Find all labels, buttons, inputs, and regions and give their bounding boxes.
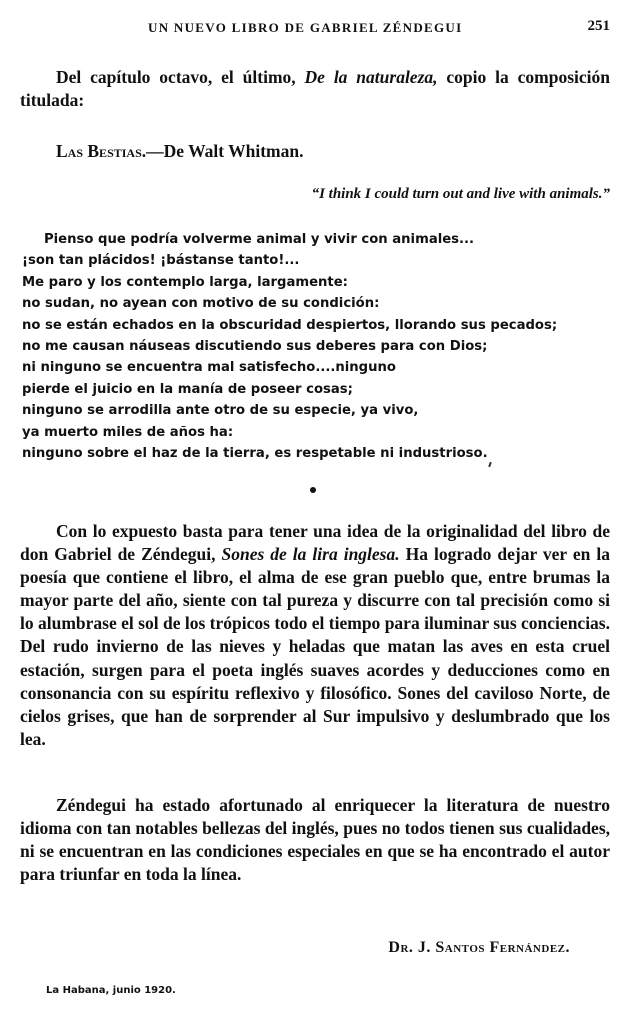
poem-line: ¡son tan plácidos! ¡bástanse tanto!... <box>22 253 300 269</box>
dateline: La Habana, junio 1920. <box>46 985 176 996</box>
page-number: 251 <box>587 18 610 34</box>
poem-line: Me paro y los contemplo larga, largamente: <box>22 274 348 290</box>
poem-line: pierde el juicio en la manía de poseer cosas; <box>22 381 353 397</box>
body-paragraph-2: Zéndegui ha estado afortunado al enriquecer la literatura de nuestro idioma con tan notables bellezas del inglés, pues no todos tienen sus cualidades, ni se encuentran en las condiciones especiales en que se ha encontrado el autor para triunfar en toda la línea. <box>20 795 610 885</box>
body-text: Con lo expuesto basta para tener una idea de la originalidad del libro de don Gabriel de Zéndegui, <box>20 521 610 565</box>
epigraph: “I think I could turn out and live with animals.” <box>311 186 610 202</box>
body-paragraph-1 <box>20 520 610 751</box>
intro-text-before: Del capítulo octavo, el último, <box>56 67 305 87</box>
poem-line: ninguno sobre el haz de la tierra, es respetable ni industrioso. <box>22 446 488 462</box>
poem-line: no me causan náuseas discutiendo sus deberes para con Dios; <box>22 339 488 355</box>
poem-line: ni ninguno se encuentra mal satisfecho....ninguno <box>22 360 396 376</box>
book-title: Sones de la lira inglesa. <box>221 544 400 565</box>
poem-line: Pienso que podría volverme animal y vivir con animales... <box>44 232 475 247</box>
body-text: Ha logrado dejar ver en la poesía que contiene el libro, el alma de ese gran pueblo que, entre brumas la mayor parte del año, siente con tal pureza y discurre con tal precisión como si lo alumbrase el sol de los trópicos todo el tiempo para iluminar sus conciencias. Del rudo invierno de las nieves y heladas que matan las aves en esta cruel estación, surgen para el poeta inglés suaves acordes y deducciones como en consonancia con su espíritu reflexivo y filosófico. Sones del caviloso Norte, de cielos grises, que han de sorprender al Sur impulsivo y deslumbrado que los lea. <box>20 544 610 749</box>
stray-mark <box>488 462 492 467</box>
section-title-rest: —De Walt Whitman. <box>146 141 304 161</box>
intro-text-after: copio la composición titulada: <box>20 67 610 110</box>
section-divider-dot <box>310 487 316 493</box>
signature: Dr. J. Santos Fernández. <box>388 939 570 956</box>
poem-line: no sudan, no ayean con motivo de su condición: <box>22 296 380 312</box>
poem-line: no se están echados en la obscuridad despiertos, llorando sus pecados; <box>22 317 558 333</box>
intro-paragraph <box>20 66 610 111</box>
chapter-title: De la naturaleza, <box>304 67 438 87</box>
poem-line: ya muerto miles de años ha: <box>22 424 234 440</box>
running-head: UN NUEVO LIBRO DE GABRIEL ZÉNDEGUI <box>148 20 463 35</box>
section-title <box>56 141 304 162</box>
poem-line: ninguno se arrodilla ante otro de su especie, ya vivo, <box>22 403 419 419</box>
section-title-smallcaps: Las Bestias. <box>56 141 147 161</box>
poem <box>22 229 622 464</box>
